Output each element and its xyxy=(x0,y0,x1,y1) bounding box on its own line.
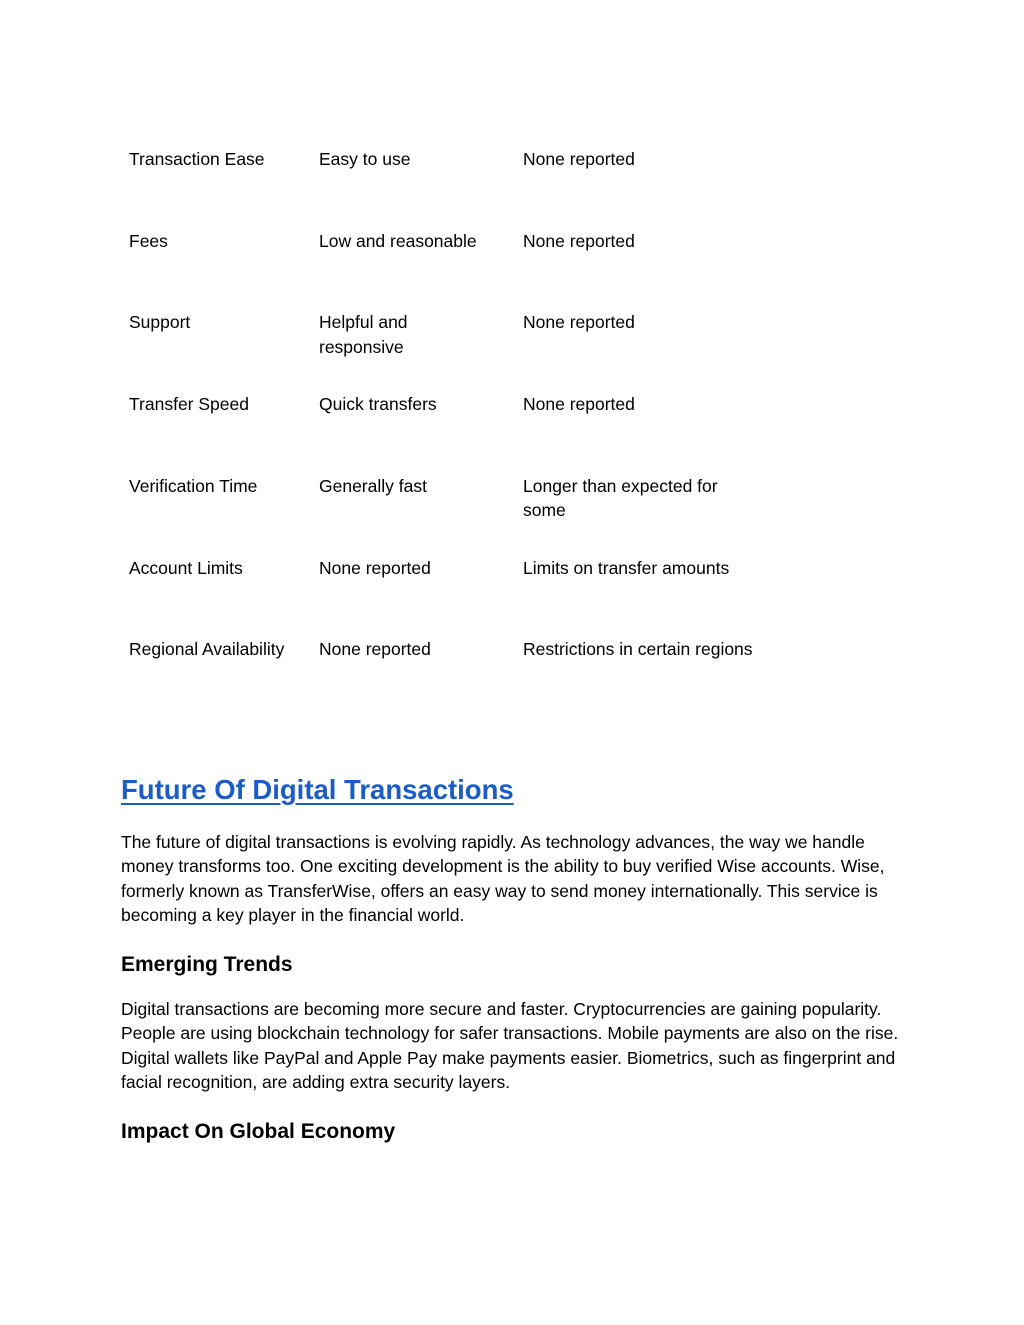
aspect-cell: Regional Availability xyxy=(129,639,285,659)
pros-cell: None reported xyxy=(319,557,431,578)
aspect-cell: Transfer Speed xyxy=(129,394,249,414)
intro-paragraph: The future of digital transactions is evolving rapidly. As technology advances, the way we handle money transforms too. One exciting development is the ability to buy verified Wise accounts. Wise, formerly known as TransferWise, offers an easy way to send money internationally. This service is becoming a key player in the financial world. xyxy=(121,832,885,925)
aspect-cell: Fees xyxy=(129,230,168,251)
section-heading-link[interactable]: Future Of Digital Transactions xyxy=(121,774,514,805)
table-row xyxy=(129,637,829,662)
aspect-cell: Account Limits xyxy=(129,557,243,578)
subheading-impact-global-economy: Impact On Global Economy xyxy=(121,1120,396,1144)
table-row xyxy=(129,474,829,523)
cons-cell: None reported xyxy=(523,149,635,169)
emerging-trends-paragraph: Digital transactions are becoming more secure and faster. Cryptocurrencies are gaining popularity. People are using blockchain technology for safer transactions. Mobile payments are also on the rise. Digital wallets like PayPal and Apple Pay make payments easier. Biometrics, such as fingerprint and facial recognition, are adding extra security layers. xyxy=(121,999,899,1093)
cons-cell: None reported xyxy=(523,230,635,251)
pros-cell: Quick transfers xyxy=(319,394,437,414)
subheading-emerging-trends: Emerging Trends xyxy=(121,953,293,977)
table-row xyxy=(129,147,829,172)
cons-cell: Limits on transfer amounts xyxy=(523,557,730,578)
pros-cell: Helpful and responsive xyxy=(319,312,408,357)
article-section xyxy=(121,768,911,1147)
table-row xyxy=(129,229,829,254)
table-row xyxy=(129,310,829,359)
aspect-cell: Transaction Ease xyxy=(129,149,265,169)
cons-cell: None reported xyxy=(523,394,635,414)
table-row xyxy=(129,392,829,417)
cons-cell: None reported xyxy=(523,312,635,332)
cons-cell: Restrictions in certain regions xyxy=(523,639,753,659)
pros-cell: Low and reasonable xyxy=(319,230,477,251)
cons-cell: Longer than expected for some xyxy=(523,475,718,520)
aspect-cell: Verification Time xyxy=(129,475,258,496)
comparison-table xyxy=(129,147,829,659)
table-row xyxy=(129,556,829,581)
pros-cell: Easy to use xyxy=(319,149,411,169)
pros-cell: Generally fast xyxy=(319,475,427,496)
pros-cell: None reported xyxy=(319,639,431,659)
aspect-cell: Support xyxy=(129,312,191,332)
